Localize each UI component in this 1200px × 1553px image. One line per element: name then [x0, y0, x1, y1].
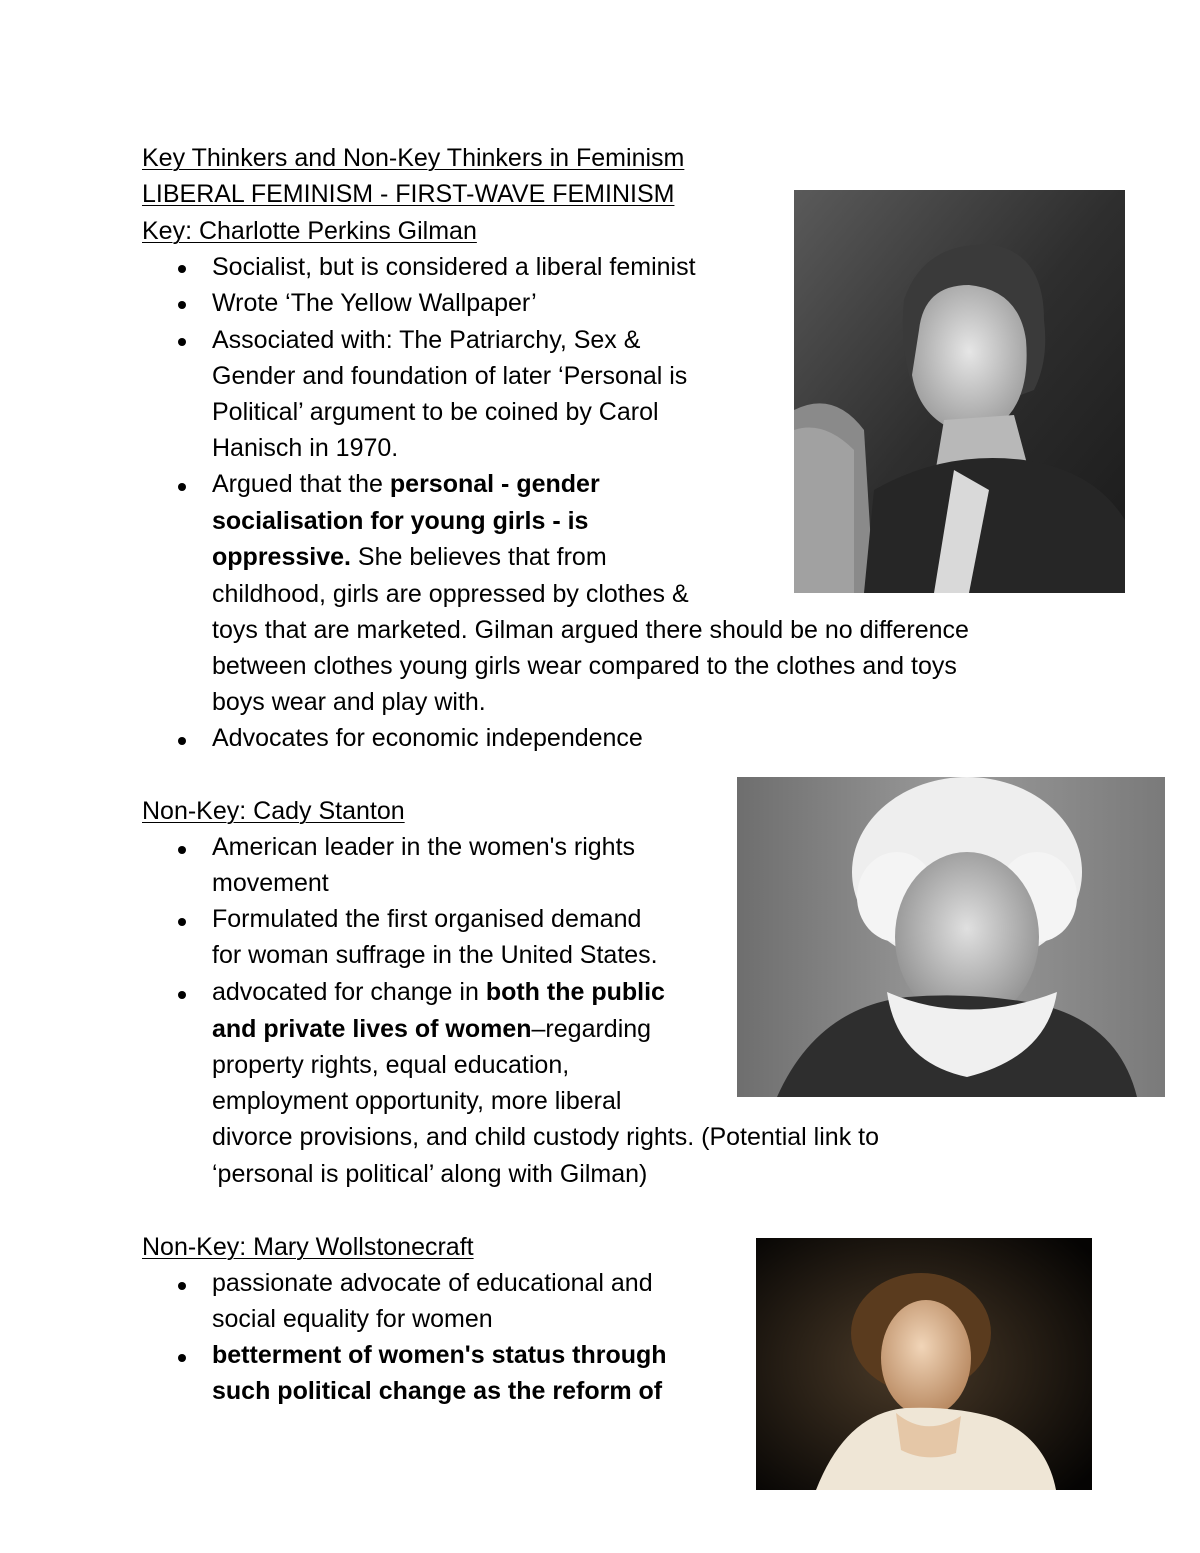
gilman-bullet-4-line: childhood, girls are oppressed by clothes &	[212, 580, 689, 608]
gilman-bullet-2: Wrote ‘The Yellow Wallpaper’	[212, 289, 537, 317]
document-title: Key Thinkers and Non-Key Thinkers in Feminism	[142, 144, 685, 172]
stanton-bullet-3-line: property rights, equal education,	[212, 1051, 570, 1079]
stanton-bullet-3-line: and private lives of women–regarding	[212, 1015, 652, 1043]
gilman-bullet-1: Socialist, but is considered a liberal feminist	[212, 253, 696, 281]
gilman-bullet-3-line: Gender and foundation of later ‘Personal is	[212, 362, 688, 390]
bullet-icon	[178, 483, 186, 491]
wollstonecraft-heading: Non-Key: Mary Wollstonecraft	[142, 1233, 474, 1261]
gilman-bullet-5: Advocates for economic independence	[212, 724, 643, 752]
section-heading: LIBERAL FEMINISM - FIRST-WAVE FEMINISM	[142, 180, 675, 208]
gilman-bullet-4-line: toys that are marketed. Gilman argued there should be no difference	[212, 616, 969, 644]
bullet-icon	[178, 301, 186, 309]
stanton-bullet-1-line: movement	[212, 869, 329, 897]
bullet-icon	[178, 1282, 186, 1290]
bullet-icon	[178, 918, 186, 926]
stanton-heading: Non-Key: Cady Stanton	[142, 797, 405, 825]
wollstonecraft-portrait-painting	[756, 1238, 1092, 1490]
bullet-icon	[178, 737, 186, 745]
wollstonecraft-bullet-1-line: social equality for women	[212, 1305, 493, 1333]
stanton-bullet-2-line: Formulated the first organised demand	[212, 905, 642, 933]
gilman-heading: Key: Charlotte Perkins Gilman	[142, 217, 477, 245]
gilman-bullet-4-line: Argued that the personal - gender	[212, 470, 600, 498]
bullet-icon	[178, 265, 186, 273]
wollstonecraft-bullet-2-line: such political change as the reform of	[212, 1377, 663, 1405]
bullet-icon	[178, 846, 186, 854]
gilman-bullet-4-line: boys wear and play with.	[212, 688, 486, 716]
gilman-bullet-3-line: Associated with: The Patriarchy, Sex &	[212, 326, 641, 354]
gilman-portrait-photo	[794, 190, 1125, 593]
bullet-icon	[178, 991, 186, 999]
stanton-bullet-3-line: divorce provisions, and child custody rights. (Potential link to	[212, 1123, 879, 1151]
gilman-bullet-3-line: Political’ argument to be coined by Carol	[212, 398, 659, 426]
stanton-portrait-photo	[737, 777, 1165, 1097]
stanton-bullet-2-line: for woman suffrage in the United States.	[212, 941, 658, 969]
bullet-icon	[178, 338, 186, 346]
stanton-bullet-3-line: advocated for change in both the public	[212, 978, 665, 1006]
gilman-bullet-4-line: oppressive. She believes that from	[212, 543, 607, 571]
gilman-bullet-4-line: socialisation for young girls - is	[212, 507, 589, 535]
gilman-bullet-3-line: Hanisch in 1970.	[212, 434, 399, 462]
gilman-bullet-4-line: between clothes young girls wear compared to the clothes and toys	[212, 652, 957, 680]
wollstonecraft-bullet-1-line: passionate advocate of educational and	[212, 1269, 653, 1297]
stanton-bullet-1-line: American leader in the women's rights	[212, 833, 636, 861]
bullet-icon	[178, 1354, 186, 1362]
stanton-bullet-3-line: employment opportunity, more liberal	[212, 1087, 622, 1115]
wollstonecraft-bullet-2-line: betterment of women's status through	[212, 1341, 667, 1369]
stanton-bullet-3-line: ‘personal is political’ along with Gilman)	[212, 1160, 648, 1188]
